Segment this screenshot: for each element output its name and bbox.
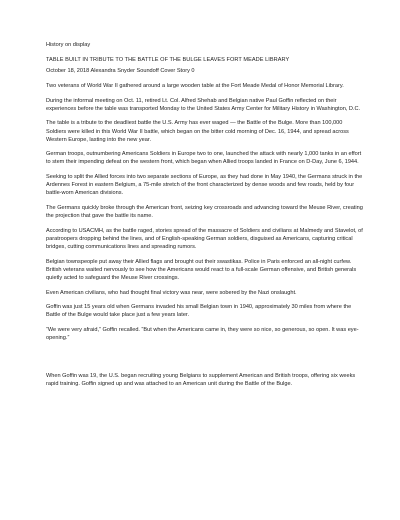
paragraph-3: The table is a tribute to the deadliest battle the U.S. Army has ever waged — the Battle of the Bulge. More than 100,000 Soldiers were killed in this World War II battle, which began on the bitter cold morning of Dec. 16, 1944, and spread across Western Europe, lasting into the new year. [46,120,349,143]
paragraph-9: Even American civilians, who had thought final victory was near, were sobered by the Nazi onslaught. [46,289,297,296]
article-byline: October 18, 2018 Alexandra Snyder Soundoff Cover Story 0 [46,68,195,74]
paragraph-5: Seeking to split the Allied forces into two separate sections of Europe, as they had done in May 1940, the Germans struck in the Ardennes Forest in eastern Belgium, a 75-mile stretch of the front characterized by dense woods and few roads, held by four battle-worn American divisions. [46,174,363,197]
paragraph-4: German troops, outnumbering Americans Soldiers in Europe two to one, launched the attack with nearly 1,000 tanks in an effort to stem their impending defeat on the western front, which began when Allied troops landed in France on D-Day, June 6, 1944. [46,151,362,166]
paragraph-7: According to USACMH, as the battle raged, stories spread of the massacre of Soldiers and civilians at Malmedy and Stavelot, of paratroopers dropping behind the lines, and of English-speaking German soldiers, disguised as Americans, capturing critical bridges, cutting communications lines and spreading rumors. [46,227,363,250]
paragraph-1: Two veterans of World War II gathered around a large wooden table at the Fort Meade Medal of Honor Memorial Library. [46,83,344,89]
article-headline: TABLE BUILT IN TRIBUTE TO THE BATTLE OF THE BULGE LEAVES FORT MEADE LIBRARY [46,57,290,63]
paragraph-12: When Goffin was 19, the U.S. began recruiting young Belgians to supplement American and British troops, offering six weeks rapid training. Goffin signed up and was attached to an American unit during the Battle of the Bulge. [46,373,356,388]
paragraph-2: During the informal meeting on Oct. 11, retired Lt. Col. Alfred Shehab and Belgian native Paul Goffin reflected on their experiences before the table was transported Monday to the United States Army Center for Military History in Washington, D.C. [46,97,361,112]
paragraph-6: The Germans quickly broke through the American front, seizing key crossroads and advancing toward the Meuse River, creating the projection that gave the battle its name. [46,205,363,220]
paragraph-10: Goffin was just 15 years old when Germans invaded his small Belgian town in 1940, approximately 30 miles from where the Battle of the Bulge would take place just a few years later. [46,304,352,319]
paragraph-11: “We were very afraid,” Goffin recalled. “But when the Americans came in, they were so nice, so generous, so open. It was eye-opening.” [46,327,359,342]
paragraph-8: Belgian townspeople put away their Allied flags and brought out their swastikas. Police in Paris enforced an all-night curfew. British veterans waited nervously to see how the Americans would react to a full-scale German offensive, and British generals quietly acted to safeguard the Meuse River crossings. [46,258,357,281]
section-label: History on display [46,42,91,48]
